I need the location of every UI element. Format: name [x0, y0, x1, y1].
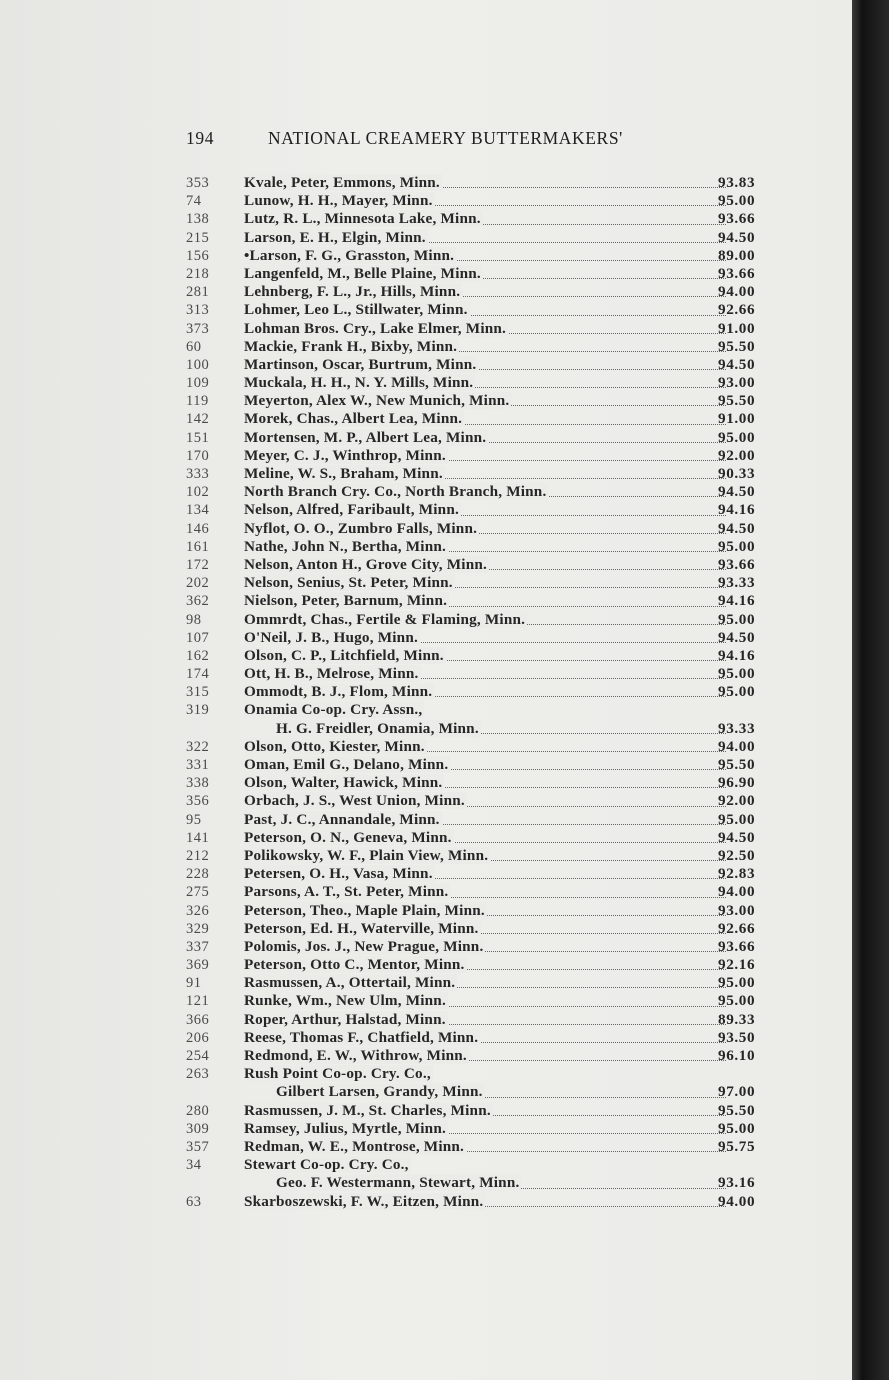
list-item: [0, 956, 850, 974]
list-item: [0, 483, 850, 501]
entry-name-text: Parsons, A. T., St. Peter, Minn.: [244, 883, 449, 901]
entry-name: [244, 647, 726, 665]
entry-number: 331: [186, 757, 210, 773]
entry-name: [244, 756, 726, 774]
list-item: [0, 174, 850, 192]
entry-name-text: Morek, Chas., Albert Lea, Minn.: [244, 410, 463, 428]
entry-score: 95.00: [718, 992, 756, 1010]
list-item: [0, 247, 850, 265]
entry-name-text: Nielson, Peter, Barnum, Minn.: [244, 592, 448, 610]
list-item: [0, 338, 850, 356]
entry-name: [244, 1156, 726, 1174]
list-item: [0, 1011, 850, 1029]
entry-name-text: Rasmussen, J. M., St. Charles, Minn.: [244, 1101, 491, 1119]
list-item: [0, 192, 850, 210]
entry-score: 94.16: [718, 501, 756, 519]
list-item: [0, 1193, 850, 1211]
entry-number: 63: [186, 1193, 202, 1210]
entry-number: 228: [186, 866, 210, 883]
entry-name: [244, 920, 726, 938]
entry-name: [244, 265, 726, 283]
entry-name-continuation: [276, 1083, 726, 1101]
list-item: [0, 392, 850, 410]
list-item: [0, 1029, 850, 1047]
entry-name-text: Orbach, J. S., West Union, Minn.: [244, 792, 465, 810]
entry-number: 322: [186, 738, 210, 755]
score-list: [0, 174, 850, 1211]
entry-name-text: Oman, Emil G., Delano, Minn.: [244, 756, 449, 773]
entry-name: [244, 447, 726, 465]
entry-score: 95.50: [718, 392, 756, 410]
list-item: [0, 1083, 850, 1101]
entry-name: [244, 483, 726, 501]
entry-score: 94.16: [718, 592, 756, 610]
entry-name: [244, 1047, 726, 1065]
entry-name: [244, 1102, 726, 1120]
entry-number: 141: [186, 829, 210, 846]
entry-name: [244, 301, 726, 319]
entry-name: [244, 592, 726, 610]
entry-number: 373: [186, 320, 210, 337]
entry-score: 94.50: [718, 483, 756, 501]
entry-score: 93.33: [718, 719, 756, 737]
entry-number: 98: [186, 611, 202, 628]
entry-score: 90.33: [718, 465, 756, 482]
list-item: [0, 938, 850, 956]
entry-score: 92.66: [718, 301, 756, 319]
entry-score: 93.00: [718, 374, 756, 392]
entry-number: 174: [186, 666, 210, 683]
entry-number: 329: [186, 920, 210, 937]
entry-score: 93.66: [718, 555, 756, 573]
entry-number: 263: [186, 1066, 210, 1083]
entry-score: 92.66: [718, 919, 756, 937]
entry-score: 93.66: [718, 937, 756, 955]
entry-name: [244, 465, 726, 483]
entry-score: 92.00: [718, 446, 756, 464]
entry-name: [244, 538, 726, 556]
entry-number: 95: [186, 811, 202, 828]
entry-name: [244, 683, 726, 701]
entry-name-text: Nelson, Senius, St. Peter, Minn.: [244, 574, 453, 592]
entry-name: [244, 174, 726, 192]
entry-name: [244, 192, 726, 210]
list-item: [0, 592, 850, 610]
entry-name-text: Gilbert Larsen, Grandy, Minn.: [276, 1083, 483, 1101]
entry-number: 366: [186, 1011, 210, 1028]
entry-number: 369: [186, 957, 210, 974]
entry-name: [244, 974, 726, 992]
entry-number: 109: [186, 375, 210, 392]
entry-score: 94.00: [718, 1192, 756, 1210]
entry-name: [244, 374, 726, 392]
list-item: [0, 1174, 850, 1192]
entry-score: 96.10: [718, 1047, 756, 1064]
entry-name-text: Peterson, Ed. H., Waterville, Minn.: [244, 919, 479, 937]
list-item: [0, 847, 850, 865]
entry-score: 95.00: [718, 974, 756, 992]
running-title: NATIONAL CREAMERY BUTTERMAKERS': [268, 128, 623, 148]
entry-name: [244, 1065, 726, 1083]
entry-name-text: Martinson, Oscar, Burtrum, Minn.: [244, 355, 477, 373]
entry-number: 107: [186, 629, 210, 646]
list-item: [0, 756, 850, 774]
entry-number: 102: [186, 484, 210, 501]
entry-number: 161: [186, 538, 210, 555]
entry-name-text: Peterson, Otto C., Mentor, Minn.: [244, 956, 465, 974]
book-spine-edge: [852, 0, 889, 1380]
list-item: [0, 647, 850, 665]
entry-number: 172: [186, 556, 210, 573]
entry-name-continuation: [276, 720, 726, 738]
list-item: [0, 556, 850, 574]
entry-score: 92.50: [718, 846, 756, 864]
entry-name-text: Ommodt, B. J., Flom, Minn.: [244, 683, 433, 701]
list-item: [0, 465, 850, 483]
entry-score: 93.83: [718, 174, 756, 191]
entry-score: 97.00: [718, 1083, 756, 1101]
entry-name-text: Runke, Wm., New Ulm, Minn.: [244, 992, 446, 1010]
list-item: [0, 611, 850, 629]
entry-name: [244, 883, 726, 901]
entry-name: [244, 574, 726, 592]
entry-name-text: Peterson, Theo., Maple Plain, Minn.: [244, 901, 485, 919]
entry-name-text: Meline, W. S., Braham, Minn.: [244, 465, 443, 482]
entry-name-text: Mackie, Frank H., Bixby, Minn.: [244, 337, 458, 355]
entry-name: [244, 429, 726, 447]
list-item: [0, 1120, 850, 1138]
entry-name-text: Reese, Thomas F., Chatfield, Minn.: [244, 1028, 479, 1046]
entry-score: 94.50: [718, 519, 756, 537]
entry-name: [244, 938, 726, 956]
entry-number: 206: [186, 1029, 210, 1046]
entry-name-text: Rush Point Co-op. Cry. Co.,: [244, 1065, 431, 1083]
entry-score: 95.00: [718, 810, 756, 828]
entry-name: [244, 247, 726, 265]
entry-name: [244, 320, 726, 338]
entry-name: [244, 410, 726, 428]
entry-name: [244, 1138, 726, 1156]
entry-number: 34: [186, 1157, 202, 1174]
entry-score: 95.00: [718, 683, 756, 701]
entry-name-text: Nelson, Anton H., Grove City, Minn.: [244, 555, 487, 573]
entry-number: 357: [186, 1138, 210, 1155]
entry-name: [244, 556, 726, 574]
entry-score: 93.50: [718, 1028, 756, 1046]
entry-name-text: Mortensen, M. P., Albert Lea, Minn.: [244, 428, 487, 446]
entry-name: [244, 1193, 726, 1211]
list-item: [0, 538, 850, 556]
entry-name: [244, 338, 726, 356]
entry-score: 95.00: [718, 665, 756, 683]
entry-score: 94.00: [718, 283, 756, 301]
list-item: [0, 902, 850, 920]
list-item: [0, 974, 850, 992]
list-item: [0, 429, 850, 447]
entry-score: 93.66: [718, 264, 756, 282]
list-item: [0, 374, 850, 392]
entry-name: [244, 1029, 726, 1047]
entry-number: 313: [186, 302, 210, 319]
entry-score: 93.00: [718, 901, 756, 919]
entry-name: [244, 902, 726, 920]
entry-name-text: Polomis, Jos. J., New Prague, Minn.: [244, 937, 484, 955]
entry-name-text: Nyflot, O. O., Zumbro Falls, Minn.: [244, 519, 478, 537]
entry-name-text: Larson, E. H., Elgin, Minn.: [244, 228, 426, 246]
entry-name-text: Olson, Otto, Kiester, Minn.: [244, 737, 425, 755]
entry-name: [244, 392, 726, 410]
entry-name-text: Ommrdt, Chas., Fertile & Flaming, Minn.: [244, 610, 526, 628]
entry-number: 162: [186, 647, 210, 664]
entry-name: [244, 701, 726, 719]
entry-name-text: Lunow, H. H., Mayer, Minn.: [244, 192, 433, 210]
entry-number: 142: [186, 411, 210, 428]
page-header: [186, 128, 746, 152]
entry-score: 96.90: [718, 774, 756, 792]
entry-name: [244, 829, 726, 847]
entry-number: 100: [186, 356, 210, 373]
entry-score: 92.16: [718, 956, 756, 974]
entry-name: [244, 1120, 726, 1138]
entry-name-text: Rasmussen, A., Ottertail, Minn.: [244, 974, 456, 992]
entry-name-text: Ramsey, Julius, Myrtle, Minn.: [244, 1119, 446, 1137]
entry-name-text: Stewart Co-op. Cry. Co.,: [244, 1156, 409, 1174]
entry-name-text: Lutz, R. L., Minnesota Lake, Minn.: [244, 210, 481, 228]
entry-score: 94.50: [718, 228, 756, 246]
entry-number: 315: [186, 684, 210, 701]
list-item: [0, 683, 850, 701]
entry-number: 119: [186, 393, 209, 410]
entry-score: 95.00: [718, 192, 756, 210]
entry-score: 94.00: [718, 737, 756, 755]
list-item: [0, 1156, 850, 1174]
entry-name-text: Nelson, Alfred, Faribault, Minn.: [244, 501, 459, 519]
entry-name: [244, 665, 726, 683]
list-item: [0, 1102, 850, 1120]
list-item: [0, 920, 850, 938]
entry-name-text: Olson, C. P., Litchfield, Minn.: [244, 646, 444, 664]
entry-score: 95.75: [718, 1137, 756, 1155]
list-item: [0, 865, 850, 883]
entry-name-text: Lohmer, Leo L., Stillwater, Minn.: [244, 301, 468, 319]
entry-name-text: Past, J. C., Annandale, Minn.: [244, 810, 440, 828]
entry-name: [244, 792, 726, 810]
entry-number: 218: [186, 265, 210, 282]
entry-score: 94.50: [718, 828, 756, 846]
entry-number: 121: [186, 993, 210, 1010]
entry-name-text: Geo. F. Westermann, Stewart, Minn.: [276, 1174, 520, 1192]
entry-number: 215: [186, 229, 210, 246]
entry-number: 281: [186, 284, 210, 301]
list-item: [0, 229, 850, 247]
entry-number: 151: [186, 429, 210, 446]
list-item: [0, 447, 850, 465]
entry-name-text: Ott, H. B., Melrose, Minn.: [244, 665, 419, 683]
list-item: [0, 811, 850, 829]
entry-number: 138: [186, 211, 210, 228]
entry-score: 95.00: [718, 1119, 756, 1137]
list-item: [0, 520, 850, 538]
list-item: [0, 829, 850, 847]
list-item: [0, 792, 850, 810]
entry-name: [244, 229, 726, 247]
entry-score: 95.50: [718, 756, 756, 773]
entry-name: [244, 611, 726, 629]
entry-name-text: Onamia Co-op. Cry. Assn.,: [244, 701, 423, 719]
entry-name-text: Muckala, H. H., N. Y. Mills, Minn.: [244, 374, 474, 392]
entry-score: 93.66: [718, 210, 756, 228]
list-item: [0, 1138, 850, 1156]
entry-score: 91.00: [718, 319, 756, 337]
entry-score: 94.50: [718, 355, 756, 373]
entry-name: [244, 811, 726, 829]
list-item: [0, 301, 850, 319]
list-item: [0, 701, 850, 719]
entry-name: [244, 501, 726, 519]
entry-number: 337: [186, 938, 210, 955]
entry-name-text: Kvale, Peter, Emmons, Minn.: [244, 174, 440, 191]
entry-number: 156: [186, 247, 210, 264]
list-item: [0, 501, 850, 519]
entry-score: 95.00: [718, 537, 756, 555]
entry-number: 212: [186, 847, 210, 864]
page-number: 194: [186, 128, 215, 148]
entry-name-text: Meyer, C. J., Winthrop, Minn.: [244, 446, 446, 464]
entry-name-text: O'Neil, J. B., Hugo, Minn.: [244, 628, 418, 646]
list-item: [0, 1047, 850, 1065]
list-item: [0, 265, 850, 283]
entry-name-text: North Branch Cry. Co., North Branch, Minn.: [244, 483, 547, 501]
entry-number: 134: [186, 502, 210, 519]
entry-number: 333: [186, 466, 210, 482]
entry-score: 92.00: [718, 792, 756, 810]
entry-score: 91.00: [718, 410, 756, 428]
list-item: [0, 738, 850, 756]
list-item: [0, 629, 850, 647]
list-item: [0, 320, 850, 338]
entry-name-text: Roper, Arthur, Halstad, Minn.: [244, 1010, 446, 1028]
list-item: [0, 356, 850, 374]
entry-score: 94.50: [718, 628, 756, 646]
entry-name: [244, 847, 726, 865]
entry-name: [244, 956, 726, 974]
entry-name: [244, 1011, 726, 1029]
entry-name: [244, 520, 726, 538]
entry-score: 92.83: [718, 865, 756, 883]
entry-name-continuation: [276, 1174, 726, 1192]
entry-name-text: Lohman Bros. Cry., Lake Elmer, Minn.: [244, 319, 507, 337]
entry-name-text: Redmond, E. W., Withrow, Minn.: [244, 1047, 467, 1064]
entry-score: 95.50: [718, 337, 756, 355]
entry-name: [244, 865, 726, 883]
entry-name-text: •Larson, F. G., Grasston, Minn.: [244, 246, 455, 264]
entry-name-text: Langenfeld, M., Belle Plaine, Minn.: [244, 264, 481, 282]
entry-name-text: H. G. Freidler, Onamia, Minn.: [276, 719, 479, 737]
entry-number: 280: [186, 1102, 210, 1119]
list-item: [0, 992, 850, 1010]
entry-score: 95.00: [718, 428, 756, 446]
entry-number: 309: [186, 1120, 210, 1137]
entry-number: 170: [186, 447, 210, 464]
entry-number: 353: [186, 175, 210, 191]
list-item: [0, 720, 850, 738]
entry-name-text: Olson, Walter, Hawick, Minn.: [244, 774, 443, 792]
entry-name: [244, 629, 726, 647]
entry-name: [244, 356, 726, 374]
entry-score: 94.00: [718, 883, 756, 901]
entry-number: 74: [186, 193, 202, 210]
entry-name-text: Skarboszewski, F. W., Eitzen, Minn.: [244, 1192, 484, 1210]
entry-number: 91: [186, 975, 202, 992]
entry-number: 146: [186, 520, 210, 537]
entry-number: 362: [186, 593, 210, 610]
entry-score: 89.33: [718, 1010, 756, 1028]
entry-number: 319: [186, 702, 210, 719]
entry-number: 202: [186, 575, 210, 592]
entry-name: [244, 992, 726, 1010]
entry-name: [244, 738, 726, 756]
entry-name-text: Lehnberg, F. L., Jr., Hills, Minn.: [244, 283, 461, 301]
entry-number: 254: [186, 1048, 210, 1064]
list-item: [0, 210, 850, 228]
entry-score: 93.33: [718, 574, 756, 592]
list-item: [0, 665, 850, 683]
entry-score: 95.00: [718, 610, 756, 628]
entry-score: 93.16: [718, 1174, 756, 1192]
entry-name-text: Redman, W. E., Montrose, Minn.: [244, 1137, 465, 1155]
list-item: [0, 574, 850, 592]
entry-name-text: Petersen, O. H., Vasa, Minn.: [244, 865, 433, 883]
entry-name-text: Nathe, John N., Bertha, Minn.: [244, 537, 446, 555]
entry-score: 94.16: [718, 646, 756, 664]
entry-number: 60: [186, 338, 202, 355]
entry-score: 89.00: [718, 246, 756, 264]
list-item: [0, 883, 850, 901]
entry-name: [244, 283, 726, 301]
entry-number: 356: [186, 793, 210, 810]
list-item: [0, 410, 850, 428]
list-item: [0, 774, 850, 792]
entry-score: 95.50: [718, 1101, 756, 1119]
list-item: [0, 283, 850, 301]
entry-name-text: Meyerton, Alex W., New Munich, Minn.: [244, 392, 510, 410]
list-item: [0, 1065, 850, 1083]
entry-number: 338: [186, 775, 210, 792]
entry-number: 275: [186, 884, 210, 901]
entry-number: 326: [186, 902, 210, 919]
entry-name-text: Polikowsky, W. F., Plain View, Minn.: [244, 846, 489, 864]
entry-name: [244, 774, 726, 792]
entry-name-text: Peterson, O. N., Geneva, Minn.: [244, 828, 452, 846]
entry-name: [244, 210, 726, 228]
